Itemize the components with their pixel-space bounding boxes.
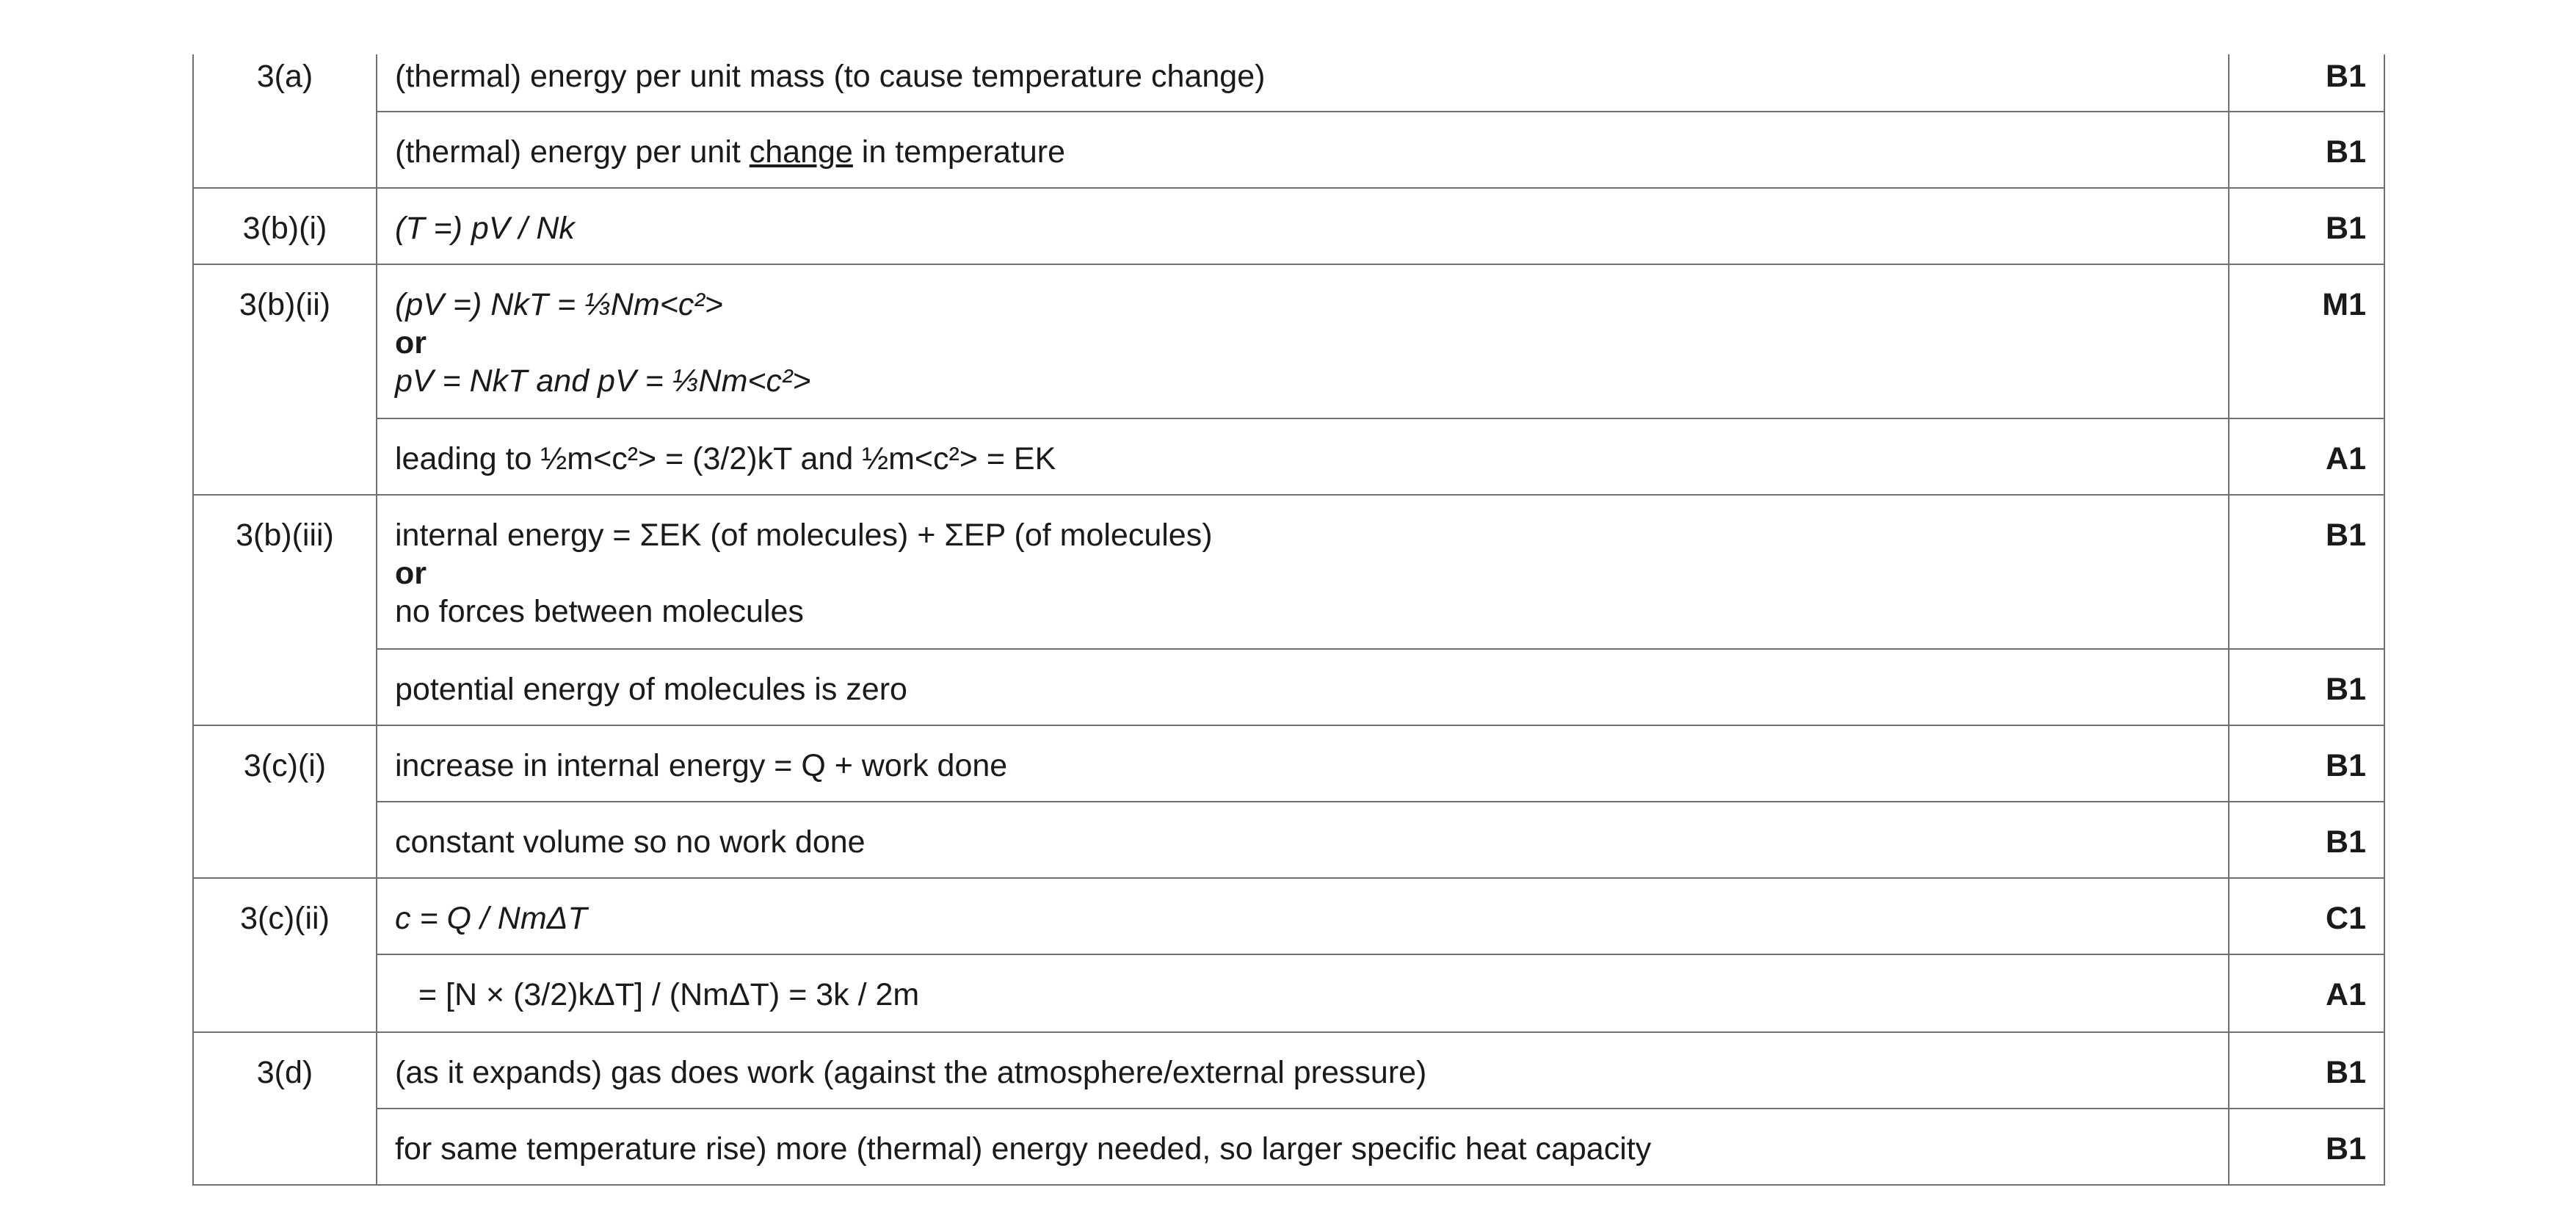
table-row (193, 112, 2384, 188)
answer-text: (thermal) energy per unit (395, 134, 750, 170)
answer-cell: = [N × (3/2)kΔT] / (NmΔT) = 3k / 2m (377, 954, 2229, 1032)
answer-cell: constant volume so no work done (377, 802, 2229, 878)
mark-cell: B1 (2229, 188, 2384, 264)
answer-text: in temperature (852, 134, 1066, 170)
answer-cell (377, 112, 2229, 188)
mark-cell: M1 (2229, 264, 2384, 418)
question-number: 3(d) (193, 1032, 377, 1185)
answer-cell: potential energy of molecules is zero (377, 649, 2229, 725)
table-row (193, 495, 2384, 649)
table-row (193, 54, 2384, 112)
question-number: 3(c)(ii) (193, 878, 377, 1032)
mark-cell: B1 (2229, 725, 2384, 802)
or-label: or (395, 556, 427, 591)
answer-cell: (as it expands) gas does work (against the atmosphere/external pressure) (377, 1032, 2229, 1109)
table-row (193, 954, 2384, 1032)
answer-line: (pV =) NkT = ⅓Nm<c²> (395, 287, 723, 322)
answer-cell: c = Q / NmΔT (377, 878, 2229, 954)
mark-cell: A1 (2229, 954, 2384, 1032)
mark-cell: B1 (2229, 54, 2384, 112)
answer-cell: leading to ½m<c²> = (3/2)kT and ½m<c²> = EK (377, 418, 2229, 495)
answer-line: no forces between molecules (395, 594, 804, 629)
mark-cell: B1 (2229, 649, 2384, 725)
table-row (193, 878, 2384, 954)
mark-cell: B1 (2229, 1032, 2384, 1109)
mark-cell: B1 (2229, 1109, 2384, 1185)
mark-cell: B1 (2229, 112, 2384, 188)
question-number: 3(b)(ii) (193, 264, 377, 495)
question-number: 3(b)(iii) (193, 495, 377, 725)
question-number: 3(b)(i) (193, 188, 377, 264)
underlined-word: change (749, 134, 853, 170)
mark-scheme-table (192, 54, 2385, 1186)
question-number: 3(c)(i) (193, 725, 377, 878)
answer-cell: (T =) pV / Nk (377, 188, 2229, 264)
answer-line: internal energy = ΣEK (of molecules) + ΣEP (of molecules) (395, 518, 1213, 553)
answer-cell (377, 495, 2229, 649)
table-row (193, 1109, 2384, 1185)
mark-cell: B1 (2229, 802, 2384, 878)
mark-cell: B1 (2229, 495, 2384, 649)
table-row (193, 802, 2384, 878)
or-label: or (395, 325, 427, 360)
answer-cell (377, 264, 2229, 418)
answer-cell: increase in internal energy = Q + work done (377, 725, 2229, 802)
answer-line: pV = NkT and pV = ⅓Nm<c²> (395, 363, 811, 399)
table-row (193, 418, 2384, 495)
table-row (193, 1032, 2384, 1109)
table-row (193, 725, 2384, 802)
mark-cell: A1 (2229, 418, 2384, 495)
table-row (193, 649, 2384, 725)
question-number: 3(a) (193, 54, 377, 188)
table-row (193, 188, 2384, 264)
mark-cell: C1 (2229, 878, 2384, 954)
answer-cell: for same temperature rise) more (thermal) energy needed, so larger specific heat capacity (377, 1109, 2229, 1185)
answer-cell: (thermal) energy per unit mass (to cause temperature change) (377, 54, 2229, 112)
table-row (193, 264, 2384, 418)
